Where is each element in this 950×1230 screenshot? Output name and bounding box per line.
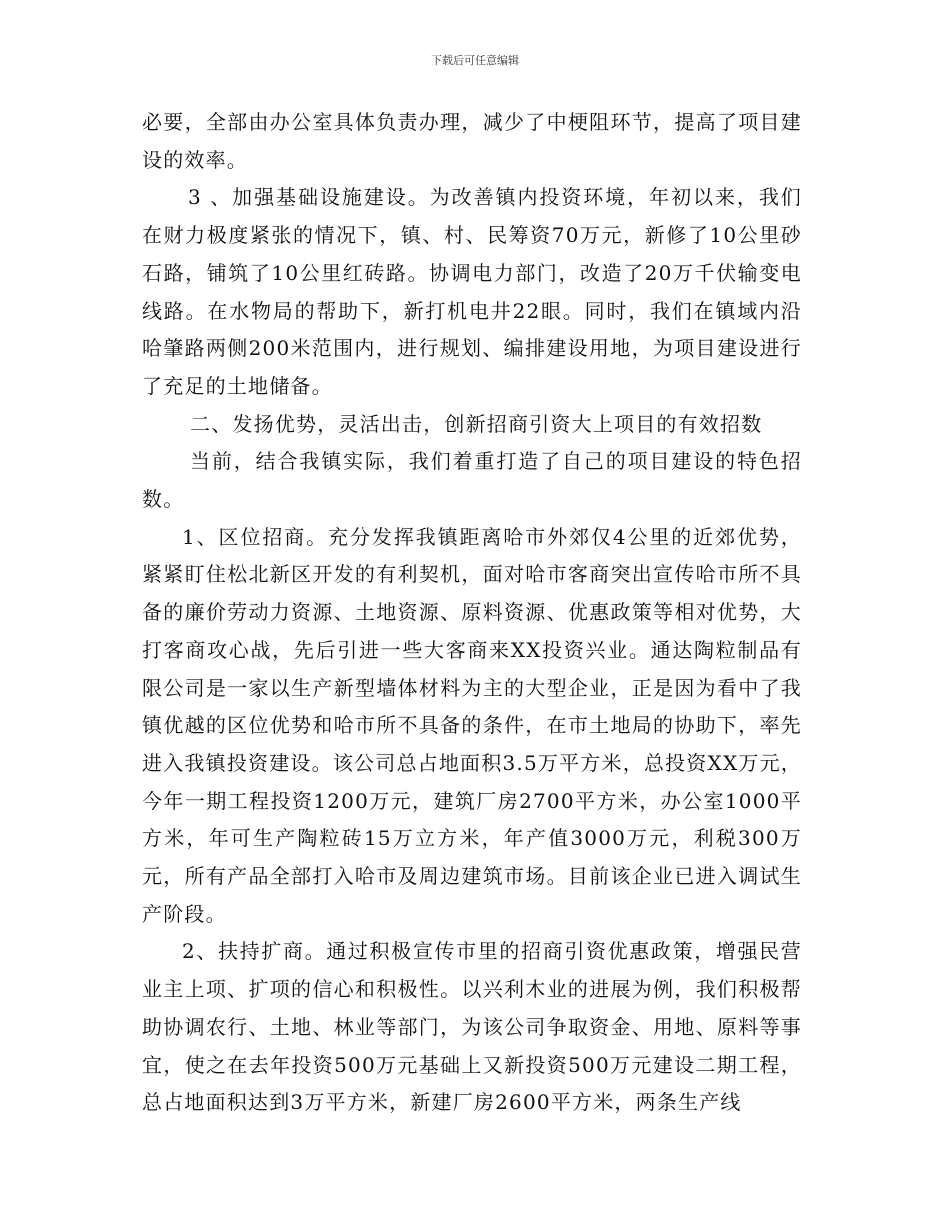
paragraph-infrastructure: 3 、加强基础设施建设。为改善镇内投资环境，年初以来，我们在财力极度紧张的情况下，镇、村、民筹资70万元，新修了10公里砂石路，铺筑了10公里红砖路。协调电力部门，改造了20万千伏输变电线路。在水物局的帮助下，新打机电井22眼。同时，我们在镇域内沿哈肇路两侧200米范围内，进行规划、编排建设用地，为项目建设进行了充足的土地储备。 xyxy=(142,185,802,398)
page-header-note: 下载后可任意编辑 xyxy=(431,54,519,67)
paragraph-continuation: 必要，全部由办公室具体负责办理，减少了中梗阻环节，提高了项目建设的效率。 xyxy=(142,110,802,172)
paragraph-intro: 当前，结合我镇实际，我们着重打造了自己的项目建设的特色招数。 xyxy=(142,449,802,512)
document-body xyxy=(142,104,802,1122)
section-heading-2: 二、发扬优势，灵活出击，创新招商引资大上项目的有效招数 xyxy=(190,411,763,436)
paragraph-location-investment: 1、区位招商。充分发挥我镇距离哈市外郊仅4公里的近郊优势，紧紧盯住松北新区开发的有利契机，面对哈市客商突出宣传哈市所不具备的廉价劳动力资源、土地资源、原料资源、优惠政策等相对优势，大打客商攻心战，先后引进一些大客商来XX投资兴业。通达陶粒制品有限公司是一家以生产新型墙体材料为主的大型企业，正是因为看中了我镇优越的区位优势和哈市所不具备的条件，在市土地局的协助下，率先进入我镇投资建设。该公司总占地面积3.5万平方米，总投资XX万元，今年一期工程投资1200万元，建筑厂房2700平方米，办公室1000平方米，年可生产陶粒砖15万立方米，年产值3000万元，利税300万元，所有产品全部打入哈市及周边建筑市场。目前该企业已进入调试生产阶段。 xyxy=(142,524,802,926)
paragraph-support-expansion: 2、扶持扩商。通过积极宣传市里的招商引资优惠政策，增强民营业主上项、扩项的信心和积极性。以兴利木业的进展为例，我们积极帮助协调农行、土地、林业等部门，为该公司争取资金、用地、原料等事宜，使之在去年投资500万元基础上又新投资500万元建设二期工程，总占地面积达到3万平方米，新建厂房2600平方米，两条生产线 xyxy=(142,939,802,1115)
